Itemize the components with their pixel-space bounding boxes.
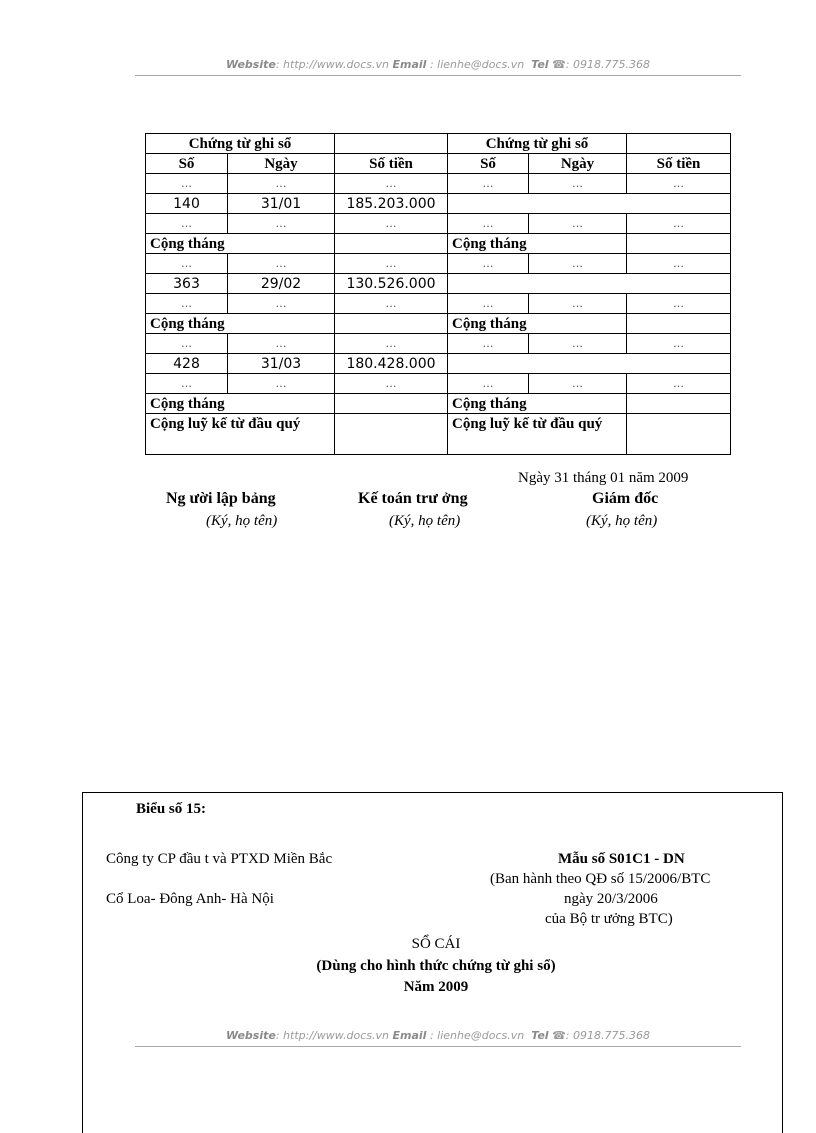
- ledger-subtitle: (Dùng cho hình thức chứng từ ghi sổ): [316, 958, 556, 974]
- col-sotien-right: Số tiền: [627, 154, 731, 174]
- group-right-header: Chứng từ ghi sổ: [448, 134, 627, 154]
- page-footer-header: [135, 1029, 741, 1042]
- table-row-ellipsis: … … … … … …: [146, 294, 731, 314]
- cong-thang-row: [146, 234, 731, 254]
- luy-ke-left: Cộng luỹ kế từ đầu quý: [146, 414, 335, 455]
- ban-hanh-line-3: của Bộ tr ưởng BTC): [545, 911, 673, 927]
- row-so: 140: [146, 194, 228, 214]
- tel-label: Tel: [531, 1029, 549, 1042]
- company-address: Cổ Loa- Đông Anh- Hà Nội: [106, 891, 274, 907]
- row-ngay: 31/01: [228, 194, 335, 214]
- cong-thang-left: Cộng tháng: [146, 394, 335, 414]
- signer-director-note: (Ký, họ tên): [586, 513, 658, 529]
- website-url[interactable]: : http://www.docs.vn: [275, 1029, 390, 1042]
- tel-number: : 0918.775.368: [565, 58, 650, 71]
- page-header: [135, 58, 741, 71]
- cong-thang-left: Cộng tháng: [146, 314, 335, 334]
- row-ngay: 29/02: [228, 274, 335, 294]
- cong-thang-right: Cộng tháng: [448, 314, 627, 334]
- website-label: Website: [226, 58, 276, 71]
- table-row: [146, 354, 731, 374]
- website-label: Website: [226, 1029, 276, 1042]
- col-ngay-right: Ngày: [529, 154, 627, 174]
- table-row-ellipsis: … … … … … …: [146, 174, 731, 194]
- email-address[interactable]: : lienhe@docs.vn: [426, 58, 525, 71]
- ledger-year: Năm 2009: [403, 979, 469, 995]
- table-row-ellipsis: … … … … … …: [146, 334, 731, 354]
- company-name: Công ty CP đầu t và PTXD Miền Bắc: [106, 851, 333, 867]
- row-sotien: 185.203.000: [335, 194, 448, 214]
- email-address[interactable]: : lienhe@docs.vn: [426, 1029, 525, 1042]
- cong-thang-row: [146, 394, 731, 414]
- bieu-so-label: Biểu số 15:: [136, 801, 207, 817]
- table-row-ellipsis: … … … … … …: [146, 214, 731, 234]
- table-row-ellipsis: … … … … … …: [146, 254, 731, 274]
- row-sotien: 180.428.000: [335, 354, 448, 374]
- row-ngay: 31/03: [228, 354, 335, 374]
- website-url[interactable]: : http://www.docs.vn: [275, 58, 390, 71]
- signer-director-title: Giám đốc: [592, 490, 659, 507]
- table-column-header: [146, 154, 731, 174]
- col-so-left: Số: [146, 154, 228, 174]
- phone-icon: ☎: [552, 1029, 566, 1042]
- row-so: 428: [146, 354, 228, 374]
- luy-ke-row: [146, 414, 731, 455]
- email-label: Email: [392, 58, 427, 71]
- cong-thang-right: Cộng tháng: [448, 234, 627, 254]
- table-row-ellipsis: … … … … … …: [146, 374, 731, 394]
- signer-preparer-note: (Ký, họ tên): [206, 513, 278, 529]
- footer-rule: [135, 1046, 741, 1047]
- ledger-title: SỔ CÁI: [411, 936, 461, 952]
- signing-date: Ngày 31 tháng 01 năm 2009: [518, 470, 689, 486]
- ban-hanh-line-1: (Ban hành theo QĐ số 15/2006/BTC: [490, 871, 711, 887]
- ban-hanh-line-2: ngày 20/3/2006: [564, 891, 658, 907]
- email-label: Email: [392, 1029, 427, 1042]
- phone-icon: ☎: [552, 58, 566, 71]
- ledger-table: [145, 133, 731, 455]
- signer-accountant-title: Kế toán trư ởng: [358, 490, 468, 507]
- group-left-header: Chứng từ ghi sổ: [146, 134, 335, 154]
- signer-accountant-note: (Ký, họ tên): [389, 513, 461, 529]
- signer-preparer-title: Ng ười lập bảng: [166, 490, 276, 507]
- col-ngay-left: Ngày: [228, 154, 335, 174]
- table-row: [146, 274, 731, 294]
- tel-label: Tel: [531, 58, 549, 71]
- tel-number: : 0918.775.368: [565, 1029, 650, 1042]
- cong-thang-left: Cộng tháng: [146, 234, 335, 254]
- col-sotien-left: Số tiền: [335, 154, 448, 174]
- mau-so: Mẫu số S01C1 - DN: [558, 851, 685, 867]
- header-rule: [135, 75, 741, 76]
- luy-ke-right: Cộng luỹ kế từ đầu quý: [448, 414, 627, 455]
- cong-thang-right: Cộng tháng: [448, 394, 627, 414]
- table-group-header: [146, 134, 731, 154]
- table-row: [146, 194, 731, 214]
- row-sotien: 130.526.000: [335, 274, 448, 294]
- col-so-right: Số: [448, 154, 529, 174]
- cong-thang-row: [146, 314, 731, 334]
- row-so: 363: [146, 274, 228, 294]
